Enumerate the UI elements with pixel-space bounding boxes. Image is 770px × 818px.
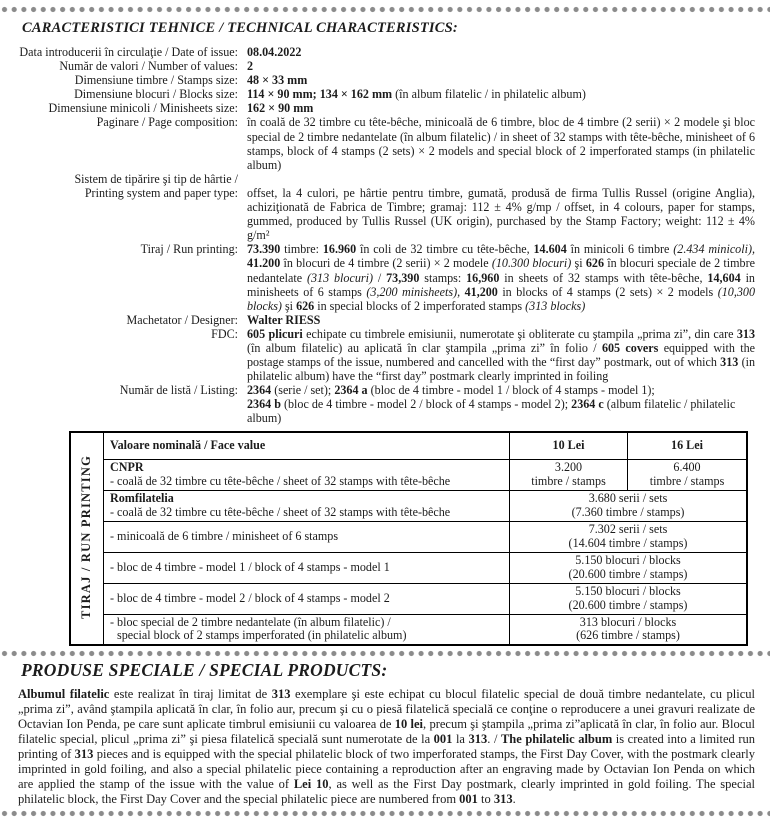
- special-block-desc-cell: [104, 614, 510, 645]
- characteristic-value: 48 × 33 mm: [247, 73, 308, 88]
- cnpr-desc: - coală de 32 timbre cu tête-bêche / sheet of 32 stamps with tête-bêche: [110, 473, 451, 488]
- characteristic-label: FDC:: [211, 326, 238, 341]
- qty-line-1: 313 blocuri / blocks: [579, 614, 677, 629]
- cnpr-10lei-unit: timbre / stamps: [531, 473, 606, 488]
- cnpr-16lei-unit: timbre / stamps: [649, 473, 725, 488]
- characteristic-value: 08.04.2022: [247, 45, 302, 59]
- characteristic-row-listing: [18, 383, 755, 425]
- special-products-paragraph: Albumul filatelic este realizat în tiraj limitat de 313 exemplare şi este echipat cu blocul filatelic special de două timbre nedantelate, cu plicul „prima zi”, având ştampila aplicată în clar, în folio aur, precum şi cu o piesă filatelică specială ce conţine o reproducere a unei gravuri realizate de Octavian Ion Penda, pe care sunt aplicate timbrul emisiunii cu valoarea de 10 lei, precum şi ştampila „prima zi”aplicată în clar, în folio aur. Blocul filatelic special, plicul „prima zi” şi piesa filatelică specială sunt numerotate de la 001 la 313. / The philatelic album is created into a limited run printing of 313 pieces and is equipped with the special philatelic block of two imperforated stamps, the First Day Cover, with the postmark clearly imprinted in gold foiling, and also a special philatelic piece containing a reproduction after an engraving made by Octavian Ion Penda on which are applied the stamp of the issue with the value of Lei 10, as well as the First Day postmark, clearly imprinted in gold foiling. The special philatelic block, the First Day Cover and the special philatelic piece are numbered from 001 to 313.: [18, 687, 756, 807]
- characteristic-row-number-of-values: [18, 59, 755, 73]
- minisheet-qty-cell: [510, 521, 748, 552]
- characteristic-value: [247, 383, 755, 425]
- section-title-technical-characteristics: CARACTERISTICI TEHNICE / TECHNICAL CHARACTERISTICS:: [22, 20, 458, 36]
- qty-line-1: 7.302 serii / sets: [588, 521, 668, 536]
- special-block-desc-line1: - bloc special de 2 timbre nedantelate (în album filatelic) /: [110, 614, 391, 629]
- table-side-label: TIRAJ / RUN PRINTING: [79, 454, 94, 619]
- table-header-row: [70, 432, 747, 460]
- characteristic-row-printing-system: [18, 172, 755, 242]
- qty-line-1: 5.150 blocuri / blocks: [575, 552, 681, 567]
- characteristic-label: Număr de valori / Number of values:: [59, 59, 238, 74]
- characteristic-label: Paginare / Page composition:: [96, 115, 238, 130]
- table-row-block-model-1: [70, 552, 747, 583]
- listing-line-1: 2364 (serie / set); 2364 a (bloc de 4 timbre - model 1 / block of 4 stamps - model 1);: [247, 383, 655, 398]
- special-block-qty-cell: [510, 614, 748, 645]
- listing-line-2: 2364 b (bloc de 4 timbre - model 2 / block of 4 stamps - model 2); 2364 c (album filatelic / philatelic album): [247, 397, 736, 426]
- characteristic-label: Dimensiune blocuri / Blocks size:: [74, 87, 238, 102]
- characteristic-label: Număr de listă / Listing:: [119, 383, 238, 398]
- cnpr-title: CNPR: [110, 459, 144, 474]
- table-row-block-model-2: [70, 583, 747, 614]
- table-row-cnpr: [70, 459, 747, 490]
- characteristic-value: 605 plicuri echipate cu timbrele emisiunii, numerotate şi obliterate cu ştampila „prima zi”, din care 313 (în album filatelic) au aplicată în clar ştampila „prima zi” în folio / 605 covers equipped with the postage stamps of the issue, numbered and cancelled with the “first day” postmark, out of which 313 (in philatelic album) have the “first day” postmark clearly imprinted in foiling: [247, 326, 756, 384]
- characteristic-value: 162 × 90 mm: [247, 101, 314, 116]
- characteristic-label-line1: Sistem de tipărire şi tip de hârtie /: [74, 171, 238, 186]
- technical-characteristics-section: [0, 20, 770, 646]
- characteristics-list: [18, 45, 755, 426]
- qty-line-2: (7.360 timbre / stamps): [571, 504, 685, 519]
- characteristic-row-date-of-issue: [18, 45, 755, 59]
- header-10-lei: 10 Lei: [510, 432, 628, 460]
- block-model1-desc-cell: - bloc de 4 timbre - model 1 / block of 4 stamps - model 1: [104, 552, 510, 583]
- romfilatelia-desc: - coală de 32 timbre cu tête-bêche / sheet of 32 stamps with tête-bêche: [110, 504, 451, 519]
- characteristic-value: offset, la 4 culori, pe hârtie pentru timbre, gumată, produsă de firma Tullis Russel (origine Anglia), achiziţionată de Fabrica de Timbre; gramaj: 112 ± 4% g/mp / offset, in 4 colours, paper for stamps, gummed, produced by Tullis Russel (UK origin), purchased by the Stamp Factory; weight: 112 ± 4% g/m²: [247, 185, 755, 243]
- dotted-divider-middle: [0, 649, 770, 658]
- table-row-special-block: [70, 614, 747, 645]
- section-title-special-products: PRODUSE SPECIALE / SPECIAL PRODUCTS:: [21, 660, 388, 681]
- qty-line-2: (20.600 timbre / stamps): [568, 566, 688, 581]
- table-side-label-cell: [70, 432, 104, 646]
- dotted-divider-bottom: [0, 809, 770, 818]
- characteristic-label: Dimensiune minicoli / Minisheets size:: [48, 101, 238, 116]
- table-row-minisheet: [70, 521, 747, 552]
- minisheet-desc-cell: - minicoală de 6 timbre / minisheet of 6 stamps: [104, 521, 510, 552]
- characteristic-label: Dimensiune timbre / Stamps size:: [74, 73, 238, 88]
- characteristic-row-stamps-size: [18, 73, 755, 87]
- cnpr-10lei-cell: [510, 459, 628, 490]
- characteristic-row-fdc: [18, 327, 755, 383]
- characteristic-row-minisheets-size: [18, 101, 755, 115]
- characteristic-label: Data introducerii în circulaţie / Date of issue:: [19, 45, 238, 59]
- qty-line-2: (14.604 timbre / stamps): [568, 535, 688, 550]
- qty-line-2: (626 timbre / stamps): [576, 628, 680, 643]
- characteristic-label: Machetator / Designer:: [126, 312, 238, 327]
- characteristic-row-designer: [18, 313, 755, 327]
- special-products-section: [0, 660, 770, 807]
- characteristic-value: 2: [247, 59, 254, 74]
- qty-line-1: 3.680 serii / sets: [588, 490, 668, 505]
- romfilatelia-desc-cell: [104, 490, 510, 521]
- cnpr-16lei-count: 6.400: [673, 459, 701, 474]
- block-model1-qty-cell: [510, 552, 748, 583]
- characteristic-label: Tiraj / Run printing:: [140, 242, 238, 257]
- table-row-romfilatelia-sheet: [70, 490, 747, 521]
- characteristic-row-blocks-size: [18, 87, 755, 101]
- characteristic-value: 114 × 90 mm; 134 × 162 mm (în album filatelic / in philatelic album): [247, 87, 586, 102]
- header-16-lei: 16 Lei: [628, 432, 748, 460]
- characteristic-row-run-printing: [18, 242, 755, 312]
- characteristic-value: în coală de 32 timbre cu tête-bêche, minicoală de 6 timbre, bloc de 4 timbre (2 serii) × 2 modele şi bloc special de 2 timbre nedantelate (în album filatelic) / in sheet of 32 stamps with tête-bêche, minisheet of 6 stamps, block of 4 stamps (2 sets) × 2 models and special block of 2 imperforated stamps (in philatelic album): [247, 115, 755, 172]
- qty-line-1: 5.150 blocuri / blocks: [575, 583, 681, 598]
- block-model2-desc-cell: - bloc de 4 timbre - model 2 / block of 4 stamps - model 2: [104, 583, 510, 614]
- cnpr-desc-cell: [104, 459, 510, 490]
- special-block-desc-line2: special block of 2 stamps imperforated (in philatelic album): [117, 628, 407, 643]
- dotted-divider-top: [0, 5, 770, 14]
- header-face-value: Valoare nominală / Face value: [104, 432, 510, 460]
- characteristic-value: 73.390 timbre: 16.960 în coli de 32 timbre cu tête-bêche, 14.604 în minicoli 6 timbre (2.434 minicoli), 41.200 în blocuri de 4 timbre (2 serii) × 2 modele (10.300 blocuri) şi 626 în blocuri speciale de 2 timbre nedantelate (313 blocuri) / 73,390 stamps: 16,960 in sheets of 32 stamps with tête-bêche, 14,604 in minisheets of 6 stamps (3,200 minisheets), 41,200 in blocks of 4 stamps (2 sets) × 2 models (10,300 blocks) şi 626 in special blocks of 2 imperforated stamps (313 blocks): [247, 242, 756, 313]
- run-printing-table: [69, 431, 748, 647]
- cnpr-16lei-cell: [628, 459, 748, 490]
- romfilatelia-title: Romfilatelia: [110, 490, 174, 505]
- characteristic-label-line2: Printing system and paper type:: [84, 185, 238, 200]
- characteristic-label: [18, 172, 238, 200]
- cnpr-10lei-count: 3.200: [554, 459, 583, 474]
- run-printing-table-wrapper: [69, 431, 755, 647]
- romfilatelia-sheet-qty-cell: [510, 490, 748, 521]
- qty-line-2: (20.600 timbre / stamps): [568, 597, 688, 612]
- characteristic-row-page-composition: [18, 115, 755, 171]
- characteristic-value: Walter RIESS: [247, 312, 321, 327]
- block-model2-qty-cell: [510, 583, 748, 614]
